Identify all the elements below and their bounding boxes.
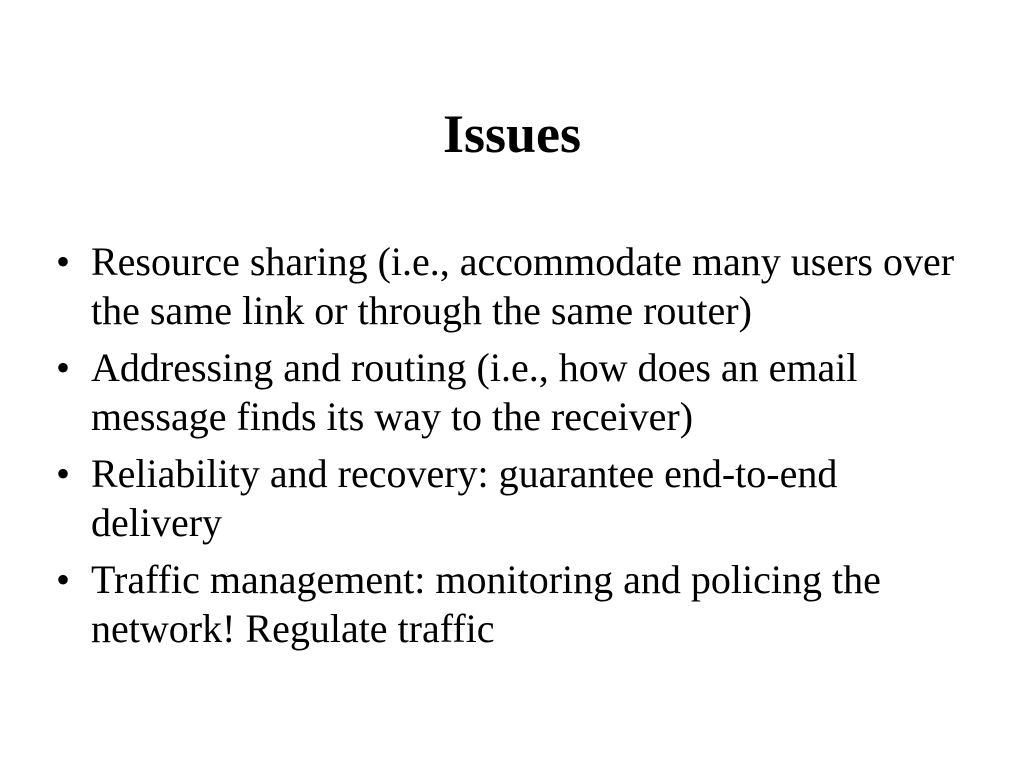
bullet-text: Reliability and recovery: guarantee end-to-end delivery	[91, 451, 838, 545]
bullet-text: Addressing and routing (i.e., how does an email message finds its way to the receiver)	[91, 345, 858, 439]
bullet-item-addressing-routing	[56, 343, 968, 441]
slide-title: Issues	[442, 104, 582, 164]
bullet-item-reliability-recovery	[56, 449, 968, 547]
bullet-list	[56, 237, 968, 661]
bullet-icon: •	[56, 239, 71, 284]
bullet-item-resource-sharing	[56, 237, 968, 335]
bullet-icon: •	[56, 557, 71, 602]
bullet-item-traffic-management	[56, 555, 968, 653]
bullet-text: Resource sharing (i.e., accommodate many users over the same link or through the same router)	[91, 239, 955, 333]
bullet-icon: •	[56, 451, 71, 496]
bullet-text: Traffic management: monitoring and policing the network! Regulate traffic	[91, 557, 881, 651]
bullet-icon: •	[56, 345, 71, 390]
